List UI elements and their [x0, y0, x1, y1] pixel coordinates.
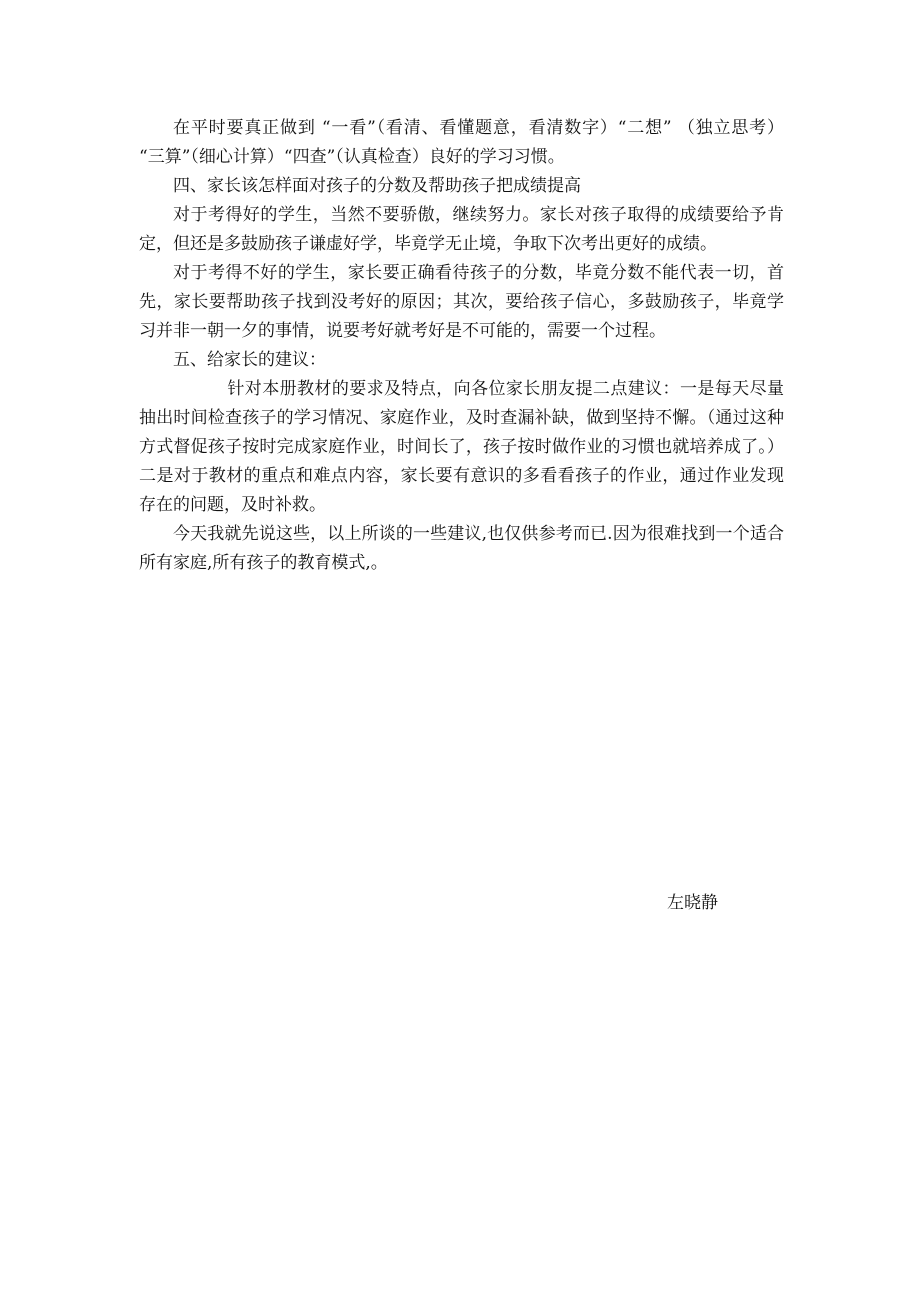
document-body — [139, 114, 784, 578]
section-heading-four: 四、家长该怎样面对孩子的分数及帮助孩子把成绩提高 — [173, 176, 581, 196]
paragraph-study-habits: 在平时要真正做到 “一看”（看清、看懂题意，看清数字）“二想” （独立思考） “三算”（细心计算）“四查”（认真检查）良好的学习习惯。 — [139, 118, 784, 167]
paragraph-struggling-students: 对于考得不好的学生，家长要正确看待孩子的分数，毕竟分数不能代表一切，首先，家长要帮助孩子找到没考好的原因；其次，要给孩子信心，多鼓励孩子，毕竟学习并非一朝一夕的事情，说要考好就考好是不可能的，需要一个过程。 — [139, 263, 784, 341]
paragraph-closing: 今天我就先说这些，以上所谈的一些建议,也仅供参考而已.因为很难找到一个适合所有家庭,所有孩子的教育模式,。 — [139, 524, 784, 573]
author-signature: 左晓静 — [667, 893, 718, 913]
section-heading-five: 五、给家长的建议： — [173, 350, 326, 370]
paragraph-suggestions: 针对本册教材的要求及特点，向各位家长朋友提二点建议：一是每天尽量抽出时间检查孩子的学习情况、家庭作业，及时查漏补缺，做到坚持不懈。（通过这种方式督促孩子按时完成家庭作业，时间长了，孩子按时做作业的习惯也就培养成了。）二是对于教材的重点和难点内容，家长要有意识的多看看孩子的作业，通过作业发现存在的问题，及时补救。 — [139, 379, 784, 515]
paragraph-good-students: 对于考得好的学生，当然不要骄傲，继续努力。家长对孩子取得的成绩要给予肯定，但还是多鼓励孩子谦虚好学，毕竟学无止境，争取下次考出更好的成绩。 — [139, 205, 784, 254]
